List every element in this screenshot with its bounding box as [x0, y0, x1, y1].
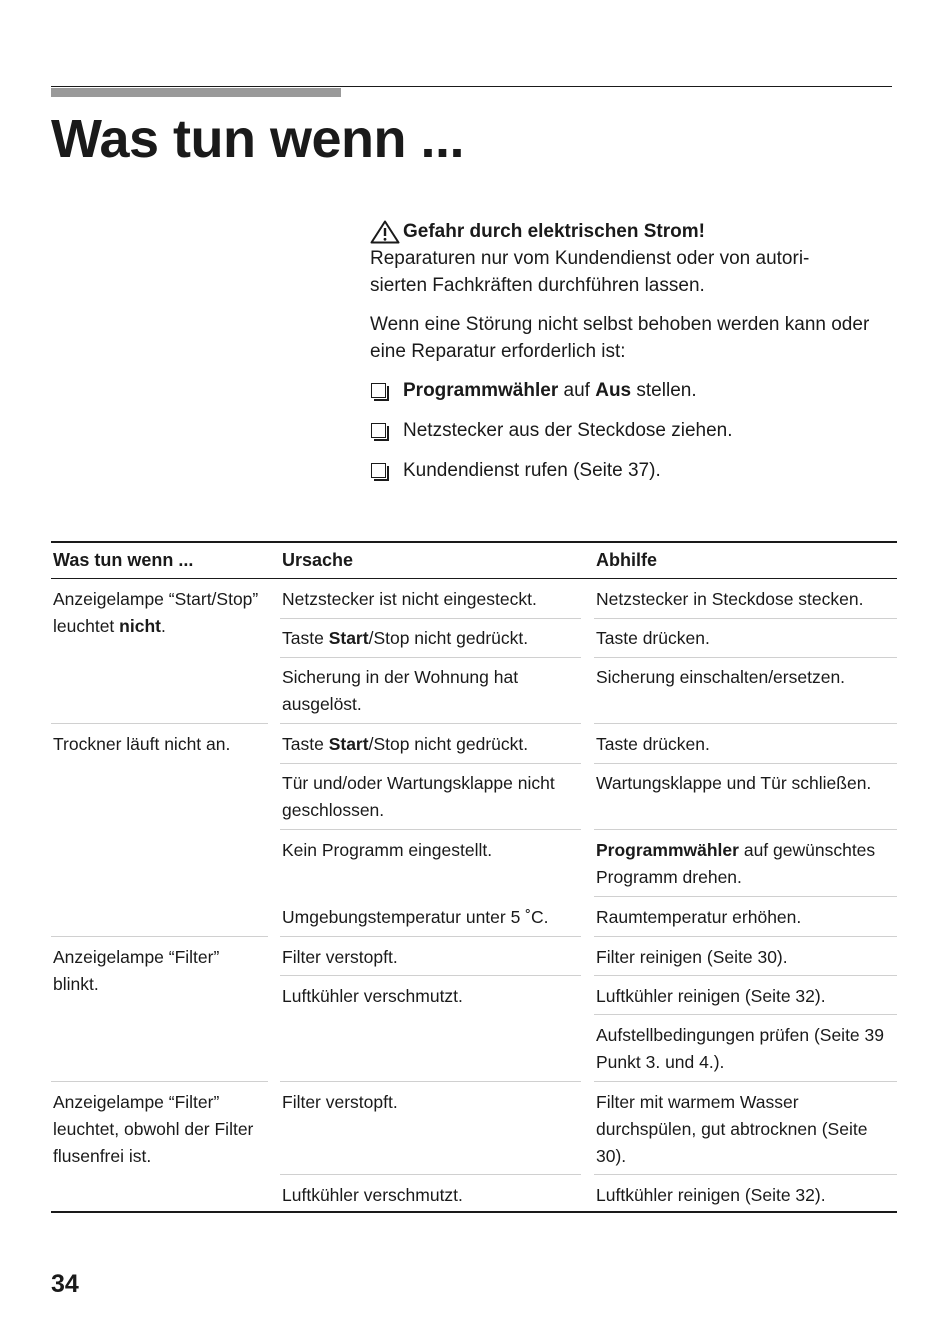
row-divider [594, 723, 897, 724]
row-divider [594, 896, 897, 897]
header-remedy: Abhilfe [596, 550, 657, 570]
remedy-cell: Programmwähler auf gewünschtes Programm drehen. [596, 840, 876, 887]
header-rule [51, 578, 897, 579]
page-title: Was tun wenn ... [51, 109, 465, 169]
cause-cell: Taste Start/Stop nicht gedrückt. [282, 628, 529, 648]
section-bar [51, 88, 341, 97]
remedy-cell: Filter mit warmem Wasser durchspülen, gut abtrocknen (Seite 30). [596, 1092, 868, 1166]
safety-notice [370, 218, 890, 497]
row-divider [51, 723, 268, 724]
problem-cell: Trockner läuft nicht an. [53, 734, 231, 754]
row-divider [280, 829, 581, 830]
cause-cell: Kein Programm eingestellt. [282, 840, 493, 860]
row-divider [594, 975, 897, 976]
cause-cell: Umgebungstemperatur unter 5 ˚C. [282, 907, 549, 927]
row-divider [280, 975, 581, 976]
remedy-cell: Sicherung einschalten/ersetzen. [596, 667, 846, 687]
checkbox-icon [371, 423, 386, 438]
checkbox-icon [371, 383, 386, 398]
remedy-cell: Luftkühler reinigen (Seite 32). [596, 986, 826, 1006]
cause-cell: Luftkühler verschmutzt. [282, 986, 463, 1006]
remedy-cell: Aufstellbedingungen prüfen (Seite 39 Punkt 3. und 4.). [596, 1025, 884, 1072]
steps-list [370, 377, 890, 484]
step-item [370, 457, 890, 484]
remedy-cell: Taste drücken. [596, 734, 710, 754]
step-text: Netzstecker aus der Steckdose ziehen. [403, 420, 733, 441]
row-divider [280, 657, 581, 658]
checkbox-icon [371, 463, 386, 478]
row-divider [594, 1014, 897, 1015]
row-divider [594, 763, 897, 764]
remedy-cell: Luftkühler reinigen (Seite 32). [596, 1185, 826, 1205]
problem-cell: Anzeigelampe “Start/Stop” leuchtet nicht. [53, 589, 259, 636]
warning-heading [370, 218, 890, 245]
cause-cell: Sicherung in der Wohnung hat ausgelöst. [282, 667, 519, 714]
header-problem: Was tun wenn ... [53, 550, 194, 570]
remedy-cell: Netzstecker in Steckdose stecken. [596, 589, 864, 609]
problem-cell: Anzeigelampe “Filter” leuchtet, obwohl der Filter flusenfrei ist. [53, 1092, 254, 1166]
problem-cell: Anzeigelampe “Filter” blinkt. [53, 947, 220, 994]
table-bottom-rule [51, 1211, 897, 1213]
row-divider [280, 936, 581, 937]
cause-cell: Filter verstopft. [282, 947, 398, 967]
row-divider [280, 763, 581, 764]
row-divider [594, 1081, 897, 1082]
remedy-cell: Taste drücken. [596, 628, 710, 648]
row-divider [51, 936, 268, 937]
row-divider [280, 723, 581, 724]
cause-cell: Tür und/oder Wartungsklappe nicht geschlossen. [282, 773, 555, 820]
warning-triangle-icon [370, 220, 400, 244]
row-divider [594, 829, 897, 830]
row-divider [594, 1174, 897, 1175]
troubleshooting-table [51, 541, 897, 1213]
intro-text: Wenn eine Störung nicht selbst behoben werden kann oder eine Reparatur erforderlich ist: [370, 314, 870, 362]
row-divider [280, 618, 581, 619]
step-item [370, 377, 890, 404]
cause-cell: Taste Start/Stop nicht gedrückt. [282, 734, 529, 754]
remedy-cell: Filter reinigen (Seite 30). [596, 947, 788, 967]
step-text: Kundendienst rufen (Seite 37). [403, 460, 661, 481]
row-divider [594, 657, 897, 658]
row-divider [594, 936, 897, 937]
step-item [370, 417, 890, 444]
remedy-cell: Raumtemperatur erhöhen. [596, 907, 802, 927]
cause-cell: Filter verstopft. [282, 1092, 398, 1112]
header-cause: Ursache [282, 550, 354, 570]
warning-title: Gefahr durch elektrischen Strom! [403, 221, 705, 242]
row-divider [51, 1081, 268, 1082]
remedy-cell: Wartungsklappe und Tür schließen. [596, 773, 872, 793]
row-divider [280, 1174, 581, 1175]
cause-cell: Luftkühler verschmutzt. [282, 1185, 463, 1205]
row-divider [280, 1081, 581, 1082]
row-divider [594, 618, 897, 619]
cause-cell: Netzstecker ist nicht eingesteckt. [282, 589, 537, 609]
top-rule [51, 86, 892, 87]
step-text: Programmwähler auf Aus stellen. [403, 380, 697, 401]
warning-text: Reparaturen nur vom Kundendienst oder von autori- sierten Fachkräften durchführen lassen. [370, 248, 810, 296]
page-number: 34 [51, 1270, 79, 1298]
